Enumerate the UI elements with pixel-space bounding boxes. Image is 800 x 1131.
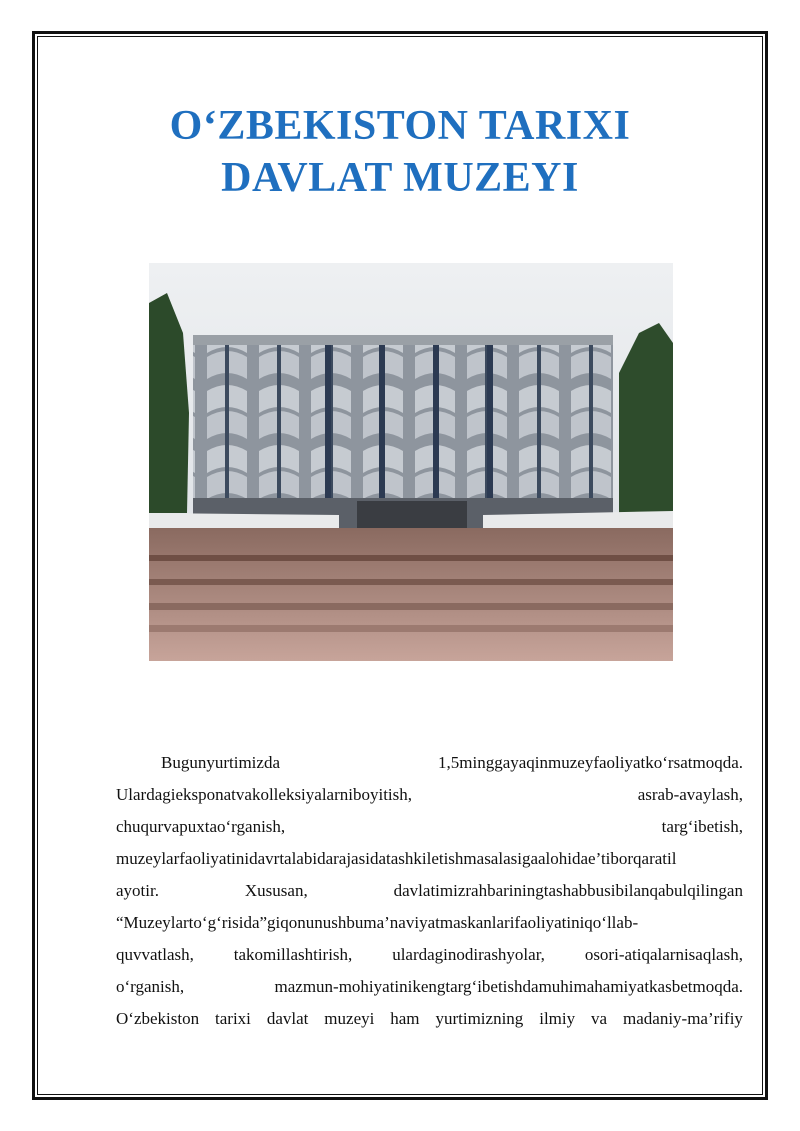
text-line: muzeylarfaoliyatinidavrtalabidarajasidatashkiletishmasalasigaalohidae’tiborqaratil [116, 849, 677, 868]
text-line: ayotir. Xususan, davlatimizrahbariningtashabbusibilanqabulqilingan [116, 881, 743, 900]
body-paragraph [116, 750, 743, 1038]
text-line: o‘rganish, mazmun-mohiyatinikengtarg‘ibetishdamuhimahamiyatkasbetmoqda. [116, 977, 743, 996]
museum-building-photo [149, 263, 673, 661]
text-line: Ulardagieksponatvakolleksiyalarniboyitish, asrab-avaylash, [116, 785, 743, 804]
text-line: chuqurvapuxtao‘rganish, targ‘ibetish, [116, 817, 743, 836]
text-line: O‘zbekiston tarixi davlat muzeyi ham yurtimizning ilmiy va madaniy-ma’rifiy [116, 1009, 743, 1028]
title-line-2: DAVLAT MUZEYI [221, 155, 579, 201]
title-line-1: O‘ZBEKISTON TARIXI [169, 103, 631, 149]
document-title [40, 100, 760, 204]
text-line: Bugunyurtimizda 1,5minggayaqinmuzeyfaoliyatko‘rsatmoqda. [161, 753, 743, 772]
text-line: “Muzeylarto‘g‘risida”giqonunushbuma’naviyatmaskanlarifaoliyatiniqo‘llab- [116, 913, 639, 932]
text-line: quvvatlash, takomillashtirish, ulardaginodirashyolar, osori-atiqalarnisaqlash, [116, 945, 743, 964]
